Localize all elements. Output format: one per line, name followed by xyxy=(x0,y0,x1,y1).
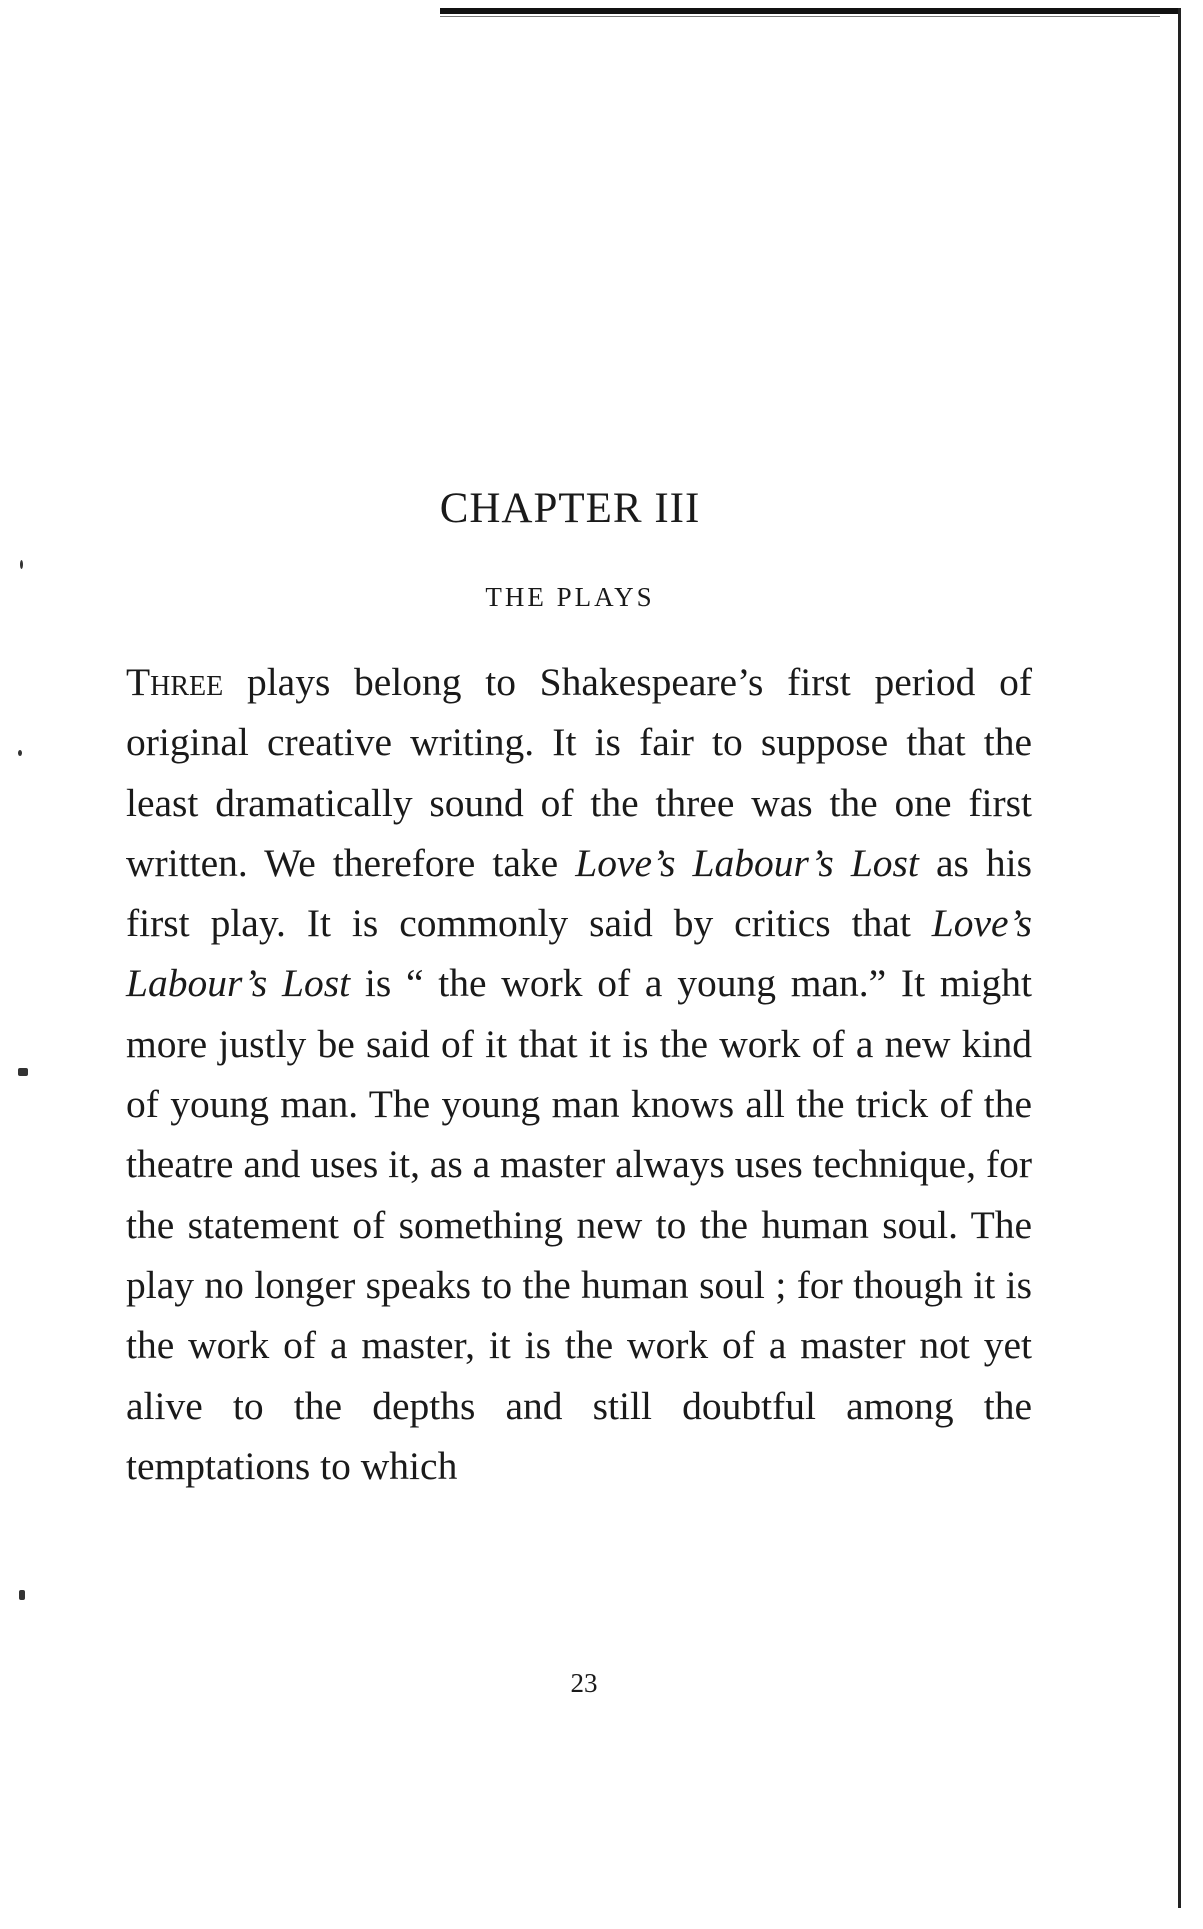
page-number: 23 xyxy=(570,1668,598,1698)
top-border-rule xyxy=(440,8,1180,14)
text-segment: plays belong to Shakespeare’s first period of original creative writing. It is fair to suppose that the least dramatically sound of the three was the one first written. We therefore take xyxy=(126,660,1032,885)
section-title: THE PLAYS xyxy=(485,582,655,612)
top-border-hairline xyxy=(440,16,1160,17)
margin-speck xyxy=(18,750,22,756)
margin-speck xyxy=(18,1068,28,1076)
text-segment: as his first play. It is commonly said by critics that xyxy=(126,840,1032,946)
play-title-italic: Love’s Labour’s Lost xyxy=(575,840,919,885)
text-segment: is “ the work of a young man.” It might more justly be said of it that it is the work of a new kind of young man. The young man knows all the trick of the theatre and uses it, as a master always uses technique, for the statement of something new to the human soul. The play no longer speaks to the human soul ; for though it is the work of a master, it is the work of a master not yet alive to the depths and still doubtful among the temptations to which xyxy=(126,961,1032,1488)
opening-word: Three xyxy=(126,660,224,704)
margin-speck xyxy=(19,1590,25,1600)
margin-speck xyxy=(20,560,23,569)
play-title-italic: Love’s Labour’s Lost xyxy=(126,901,1032,1006)
page-right-edge xyxy=(1178,8,1181,1908)
chapter-title: CHAPTER III xyxy=(439,485,701,532)
body-paragraph xyxy=(126,652,1032,1496)
